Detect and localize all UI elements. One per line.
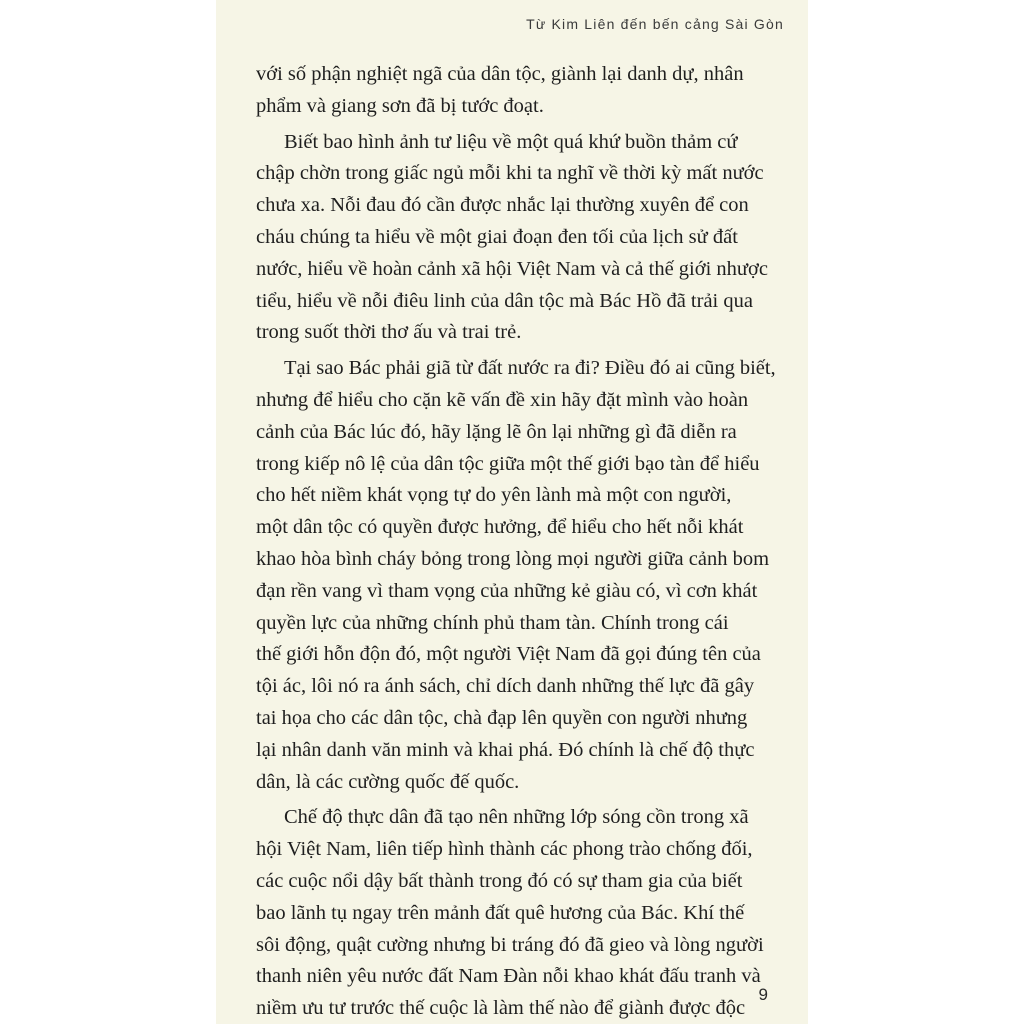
page-number: 9: [758, 985, 768, 1004]
text-line: chập chờn trong giấc ngủ mỗi khi ta nghĩ về thời kỳ mất nước: [256, 162, 764, 185]
text-line: khao hòa bình cháy bỏng trong lòng mọi người giữa cảnh bom: [256, 547, 770, 570]
text-line: tiểu, hiểu về nỗi điêu linh của dân tộc mà Bác Hồ đã trải qua: [256, 289, 753, 312]
text-line: một dân tộc có quyền được hưởng, để hiểu cho hết nỗi khát: [256, 516, 744, 539]
text-line: trong suốt thời thơ ấu và trai trẻ.: [256, 321, 522, 344]
text-line: nhưng để hiểu cho cặn kẽ vấn đề xin hãy đặt mình vào hoàn: [256, 388, 749, 411]
book-page: [216, 0, 808, 1024]
text-line: cảnh của Bác lúc đó, hãy lặng lẽ ôn lại những gì đã diễn ra: [256, 420, 737, 443]
text-line: Tại sao Bác phải giã từ đất nước ra đi? Điều đó ai cũng biết,: [284, 357, 776, 380]
text-line: bao lãnh tụ ngay trên mảnh đất quê hương của Bác. Khí thế: [256, 901, 745, 924]
text-line: thanh niên yêu nước đất Nam Đàn nỗi khao khát đấu tranh và: [256, 965, 761, 988]
text-line: niềm ưu tư trước thế cuộc là làm thế nào để giành được độc: [256, 997, 746, 1020]
paragraph: [256, 802, 776, 1025]
body-text: [256, 59, 776, 1029]
text-line: dân, là các cường quốc đế quốc.: [256, 770, 520, 793]
text-line: tai họa cho các dân tộc, chà đạp lên quyền con người nhưng: [256, 706, 748, 729]
text-line: tội ác, lôi nó ra ánh sách, chỉ dích danh những thế lực đã gây: [256, 675, 755, 698]
text-line: Biết bao hình ảnh tư liệu về một quá khứ buồn thảm cứ: [284, 130, 738, 153]
paragraph: [256, 127, 776, 350]
text-line: quyền lực của những chính phủ tham tàn. Chính trong cái: [256, 611, 729, 634]
text-line: đạn rền vang vì tham vọng của những kẻ giàu có, vì cơn khát: [256, 579, 758, 602]
text-line: trong kiếp nô lệ của dân tộc giữa một thế giới bạo tàn để hiểu: [256, 452, 760, 475]
text-line: với số phận nghiệt ngã của dân tộc, giành lại danh dự, nhân: [256, 63, 744, 85]
text-line: hội Việt Nam, liên tiếp hình thành các phong trào chống đối,: [256, 838, 753, 861]
running-head: Từ Kim Liên đến bến cảng Sài Gòn: [526, 16, 784, 32]
text-line: thế giới hỗn độn đó, một người Việt Nam đã gọi đúng tên của: [256, 643, 761, 666]
text-line: sôi động, quật cường nhưng bi tráng đó đã gieo và lòng người: [256, 933, 764, 956]
text-line: các cuộc nổi dậy bất thành trong đó có sự tham gia của biết: [256, 869, 743, 892]
paragraph: [256, 59, 776, 123]
text-line: cho hết niềm khát vọng tự do yên lành mà một con người,: [256, 484, 732, 507]
text-line: cháu chúng ta hiểu về một giai đoạn đen tối của lịch sử đất: [256, 225, 738, 248]
paragraph: [256, 353, 776, 798]
text-line: chưa xa. Nỗi đau đó cần được nhắc lại thường xuyên để con: [256, 194, 749, 217]
text-line: phẩm và giang sơn đã bị tước đoạt.: [256, 94, 544, 117]
text-line: Chế độ thực dân đã tạo nên những lớp sóng cồn trong xã: [284, 806, 749, 829]
text-line: nước, hiểu về hoàn cảnh xã hội Việt Nam và cả thế giới nhược: [256, 257, 768, 280]
text-line: lại nhân danh văn minh và khai phá. Đó chính là chế độ thực: [256, 738, 755, 761]
